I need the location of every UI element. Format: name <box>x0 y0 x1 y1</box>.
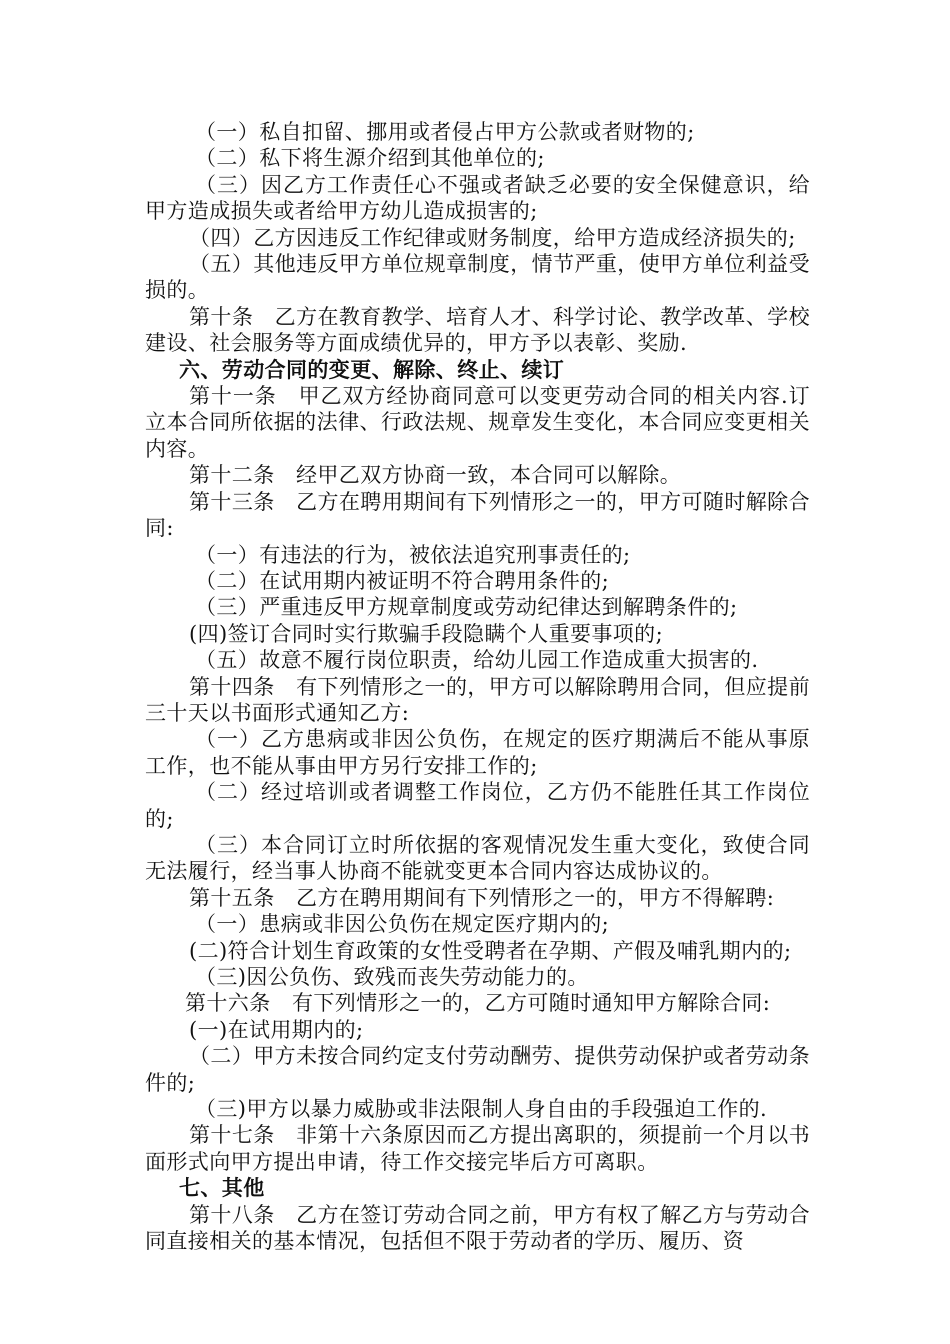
article-13-item-5: （五）故意不履行岗位职责，给幼儿园工作造成重大损害的. <box>195 648 759 673</box>
section-heading-7: 七、其他 <box>179 1175 265 1201</box>
article-13-item-4: (四)签订合同时实行欺骗手段隐瞒个人重要事项的; <box>189 621 664 646</box>
article-13-item-1: （一）有违法的行为，被依法追究刑事责任的; <box>195 542 631 567</box>
article-16-item-1: (一)在试用期内的; <box>189 1017 364 1042</box>
article-10: 第十条 乙方在教育教学、培育人才、科学讨论、教学改革、学校建设、社会服务等方面成绩优异的，甲方予以表彰、奖励. <box>145 304 810 356</box>
section-heading-6: 六、劳动合同的变更、解除、终止、续订 <box>179 356 565 382</box>
article-16-item-3: （三)甲方以暴力威胁或非法限制人身自由的手段强迫工作的. <box>195 1097 768 1122</box>
clause-item-5: （五）其他违反甲方单位规章制度，情节严重，使甲方单位利益受损的。 <box>145 252 810 303</box>
article-17: 第十七条 非第十六条原因而乙方提出离职的，须提前一个月以书面形式向甲方提出申请，待工作交接完毕后方可离职。 <box>145 1123 810 1174</box>
article-15: 第十五条 乙方在聘用期间有下列情形之一的，甲方不得解聘: <box>189 885 775 910</box>
article-13: 第十三条 乙方在聘用期间有下列情形之一的，甲方可随时解除合同: <box>145 489 810 541</box>
article-14-item-2: （二）经过培训或者调整工作岗位，乙方仍不能胜任其工作岗位的; <box>145 780 810 831</box>
article-15-item-2: (二)符合计划生育政策的女性受聘者在孕期、产假及哺乳期内的; <box>189 938 792 963</box>
article-13-item-2: （二）在试用期内被证明不符合聘用条件的; <box>195 568 610 593</box>
article-18: 第十八条 乙方在签订劳动合同之前，甲方有权了解乙方与劳动合同直接相关的基本情况，包括但不限于劳动者的学历、履历、资 <box>145 1202 810 1254</box>
article-15-item-3: （三)因公负伤、致残而丧失劳动能力的。 <box>195 965 589 989</box>
article-14: 第十四条 有下列情形之一的，甲方可以解除聘用合同，但应提前三十天以书面形式通知乙方: <box>145 674 810 725</box>
document-body <box>145 119 810 1254</box>
clause-item-4: （四）乙方因违反工作纪律或财务制度，给甲方造成经济损失的; <box>189 225 796 250</box>
article-13-item-3: （三）严重违反甲方规章制度或劳动纪律达到解聘条件的; <box>195 595 738 620</box>
clause-item-2: （二）私下将生源介绍到其他单位的; <box>195 146 545 171</box>
clause-item-1: （一）私自扣留、挪用或者侵占甲方公款或者财物的; <box>195 120 695 144</box>
article-14-item-3: （三）本合同订立时所依据的客观情况发生重大变化，致使合同无法履行，经当事人协商不能就变更本合同内容达成协议的。 <box>145 832 810 884</box>
article-12: 第十二条 经甲乙双方协商一致，本合同可以解除。 <box>189 463 682 488</box>
article-14-item-1: （一）乙方患病或非因公负伤，在规定的医疗期满后不能从事原工作，也不能从事由甲方另行安排工作的; <box>145 727 810 778</box>
article-16-item-2: （二）甲方未按合同约定支付劳动酬劳、提供劳动保护或者劳动条件的; <box>145 1044 810 1095</box>
article-15-item-1: （一）患病或非因公负伤在规定医疗期内的; <box>195 912 610 937</box>
article-16: 第十六条 有下列情形之一的，乙方可随时通知甲方解除合同: <box>185 991 771 1016</box>
article-11: 第十一条 甲乙双方经协商同意可以变更劳动合同的相关内容.订立本合同所依据的法律、行政法规、规章发生变化，本合同应变更相关内容。 <box>145 384 810 461</box>
clause-item-3: （三）因乙方工作责任心不强或者缺乏必要的安全保健意识，给甲方造成损失或者给甲方幼儿造成损害的; <box>145 172 810 224</box>
